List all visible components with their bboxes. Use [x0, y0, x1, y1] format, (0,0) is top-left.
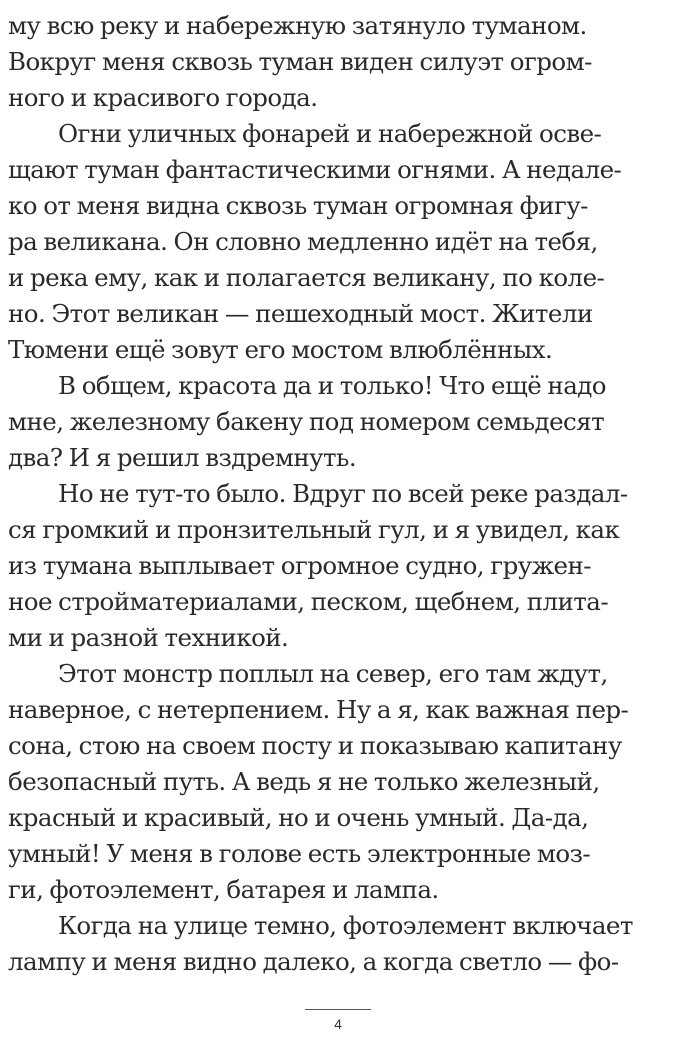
paragraph-start-line: Огни уличных фонарей и набережной осве- — [58, 119, 602, 148]
text-line: ного и красивого города. — [8, 83, 318, 112]
text-line: ми и разной техникой. — [8, 623, 289, 652]
text-line: му всю реку и набережную затянуло туманом. — [8, 11, 587, 40]
text-line: мне, железному бакену под номером семьдесят — [8, 407, 605, 436]
text-line: безопасный путь. А ведь я не только железный, — [8, 767, 600, 796]
text-line: ся громкий и пронзительный гул, и я увидел, как — [8, 515, 620, 544]
text-line: щают туман фантастическими огнями. А недале- — [8, 155, 622, 184]
text-line: и река ему, как и полагается великану, по коле- — [8, 263, 605, 292]
text-line: но. Этот великан — пешеходный мост. Жители — [8, 299, 593, 328]
text-line: умный! У меня в голове есть электронные моз- — [8, 839, 591, 868]
text-line: из тумана выплывает огромное судно, гружен- — [8, 551, 592, 580]
text-line: ра великана. Он словно медленно идёт на тебя, — [8, 227, 598, 256]
text-line: красный и красивый, но и очень умный. Да-да, — [8, 803, 589, 832]
paragraph-start-line: В общем, красота да и только! Что ещё надо — [58, 371, 606, 400]
text-line: два? И я решил вздремнуть. — [8, 443, 357, 472]
text-line: ко от меня видна сквозь туман огромная фигу- — [8, 191, 588, 220]
text-line: сона, стою на своем посту и показываю капитану — [8, 731, 622, 760]
text-line: Вокруг меня сквозь туман виден силуэт огром- — [8, 47, 592, 76]
text-line: ги, фотоэлемент, батарея и лампа. — [8, 875, 439, 904]
paragraph-start-line: Этот монстр поплыл на север, его там ждут, — [58, 659, 608, 688]
paragraph-start-line: Когда на улице темно, фотоэлемент включает — [58, 911, 633, 940]
footer-rule — [305, 1009, 371, 1010]
page-number: 4 — [334, 1016, 342, 1032]
text-line: наверное, с нетерпением. Ну а я, как важная пер- — [8, 695, 629, 724]
text-line: лампу и меня видно далеко, а когда светло — фо- — [8, 947, 619, 976]
text-line: Тюмени ещё зовут его мостом влюблённых. — [8, 335, 553, 364]
paragraph-start-line: Но не тут-то было. Вдруг по всей реке раздал- — [58, 479, 628, 508]
text-line: ное стройматериалами, песком, щебнем, плита- — [8, 587, 609, 616]
